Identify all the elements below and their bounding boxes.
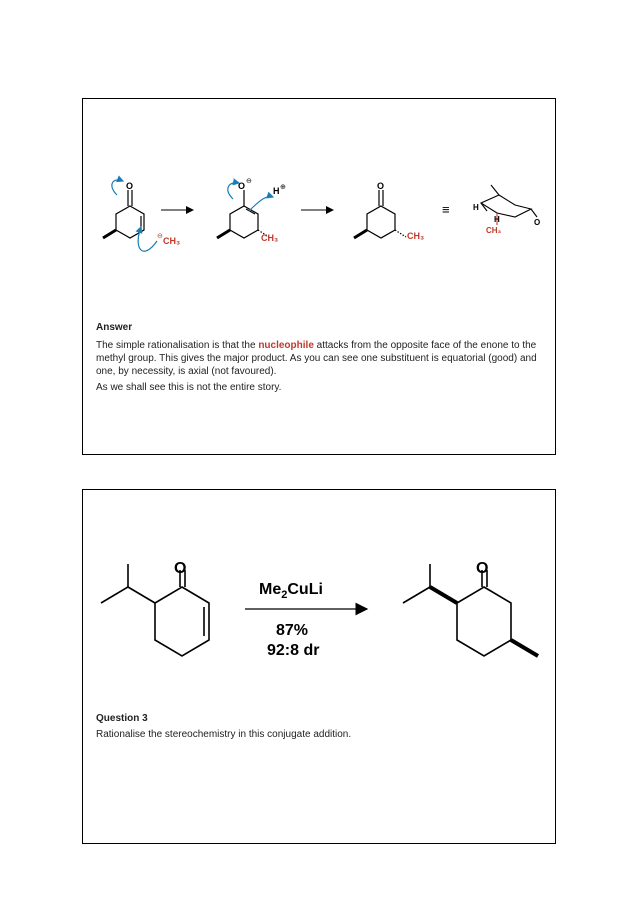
curly-arrow-2 — [138, 227, 157, 251]
yield-label: 87% — [276, 622, 309, 639]
answer-heading: Answer — [96, 322, 133, 333]
reactant-o: O — [174, 560, 187, 577]
chair-methyl: CH₃ — [486, 226, 502, 235]
enone-structure — [103, 190, 144, 238]
answer-paragraph — [96, 339, 546, 378]
product-structure-2 — [403, 564, 538, 656]
methyl-label-3: CH₃ — [407, 231, 425, 241]
product-structure — [354, 190, 406, 238]
reagent-label: $Me_2CuLi$ — [259, 581, 323, 601]
answer-slide — [82, 98, 556, 455]
equivalence-symbol: ≡ — [442, 202, 450, 217]
enolate-o: O — [238, 181, 246, 191]
chair-h-b: H — [494, 215, 500, 224]
answer-note: As we shall see this is not the entire story. — [96, 382, 282, 393]
minus-charge-2: ⊖ — [246, 178, 252, 185]
methyl-label-2: CH₃ — [261, 233, 279, 243]
curly-arrow-4 — [249, 197, 273, 211]
ketone-o: O — [377, 181, 385, 191]
enolate-structure — [217, 190, 269, 238]
dr-label: 92:8 dr — [267, 642, 320, 659]
chair-structure — [481, 185, 537, 225]
plus-charge: ⊕ — [280, 184, 286, 191]
curly-arrow-1 — [112, 180, 123, 195]
proton-label: H — [273, 186, 280, 196]
conjugate-addition-scheme — [83, 490, 557, 845]
chair-h-a: H — [473, 203, 479, 212]
nucleophile-highlight: nucleophile — [258, 340, 314, 351]
question-slide — [82, 489, 556, 844]
question-heading: Question 3 — [96, 713, 148, 724]
reactant-structure — [101, 564, 209, 656]
para-text-a: The simple rationalisation is that the — [96, 340, 259, 351]
chair-o: O — [534, 218, 541, 227]
methyl-nucleophile-label: CH₃ — [163, 236, 181, 246]
carbonyl-o-1: O — [126, 181, 134, 191]
para-text-b: attacks from the opposite face of the enone to the methyl group. This gives the major product. As you can see one substituent is equatorial (good) and one, by necessity, is axial (not favoured). — [96, 340, 537, 377]
minus-charge-1: ⊖ — [157, 233, 163, 240]
product-o: O — [476, 560, 489, 577]
question-body: Rationalise the stereochemistry in this conjugate addition. — [96, 729, 352, 740]
mechanism-scheme — [83, 99, 557, 456]
